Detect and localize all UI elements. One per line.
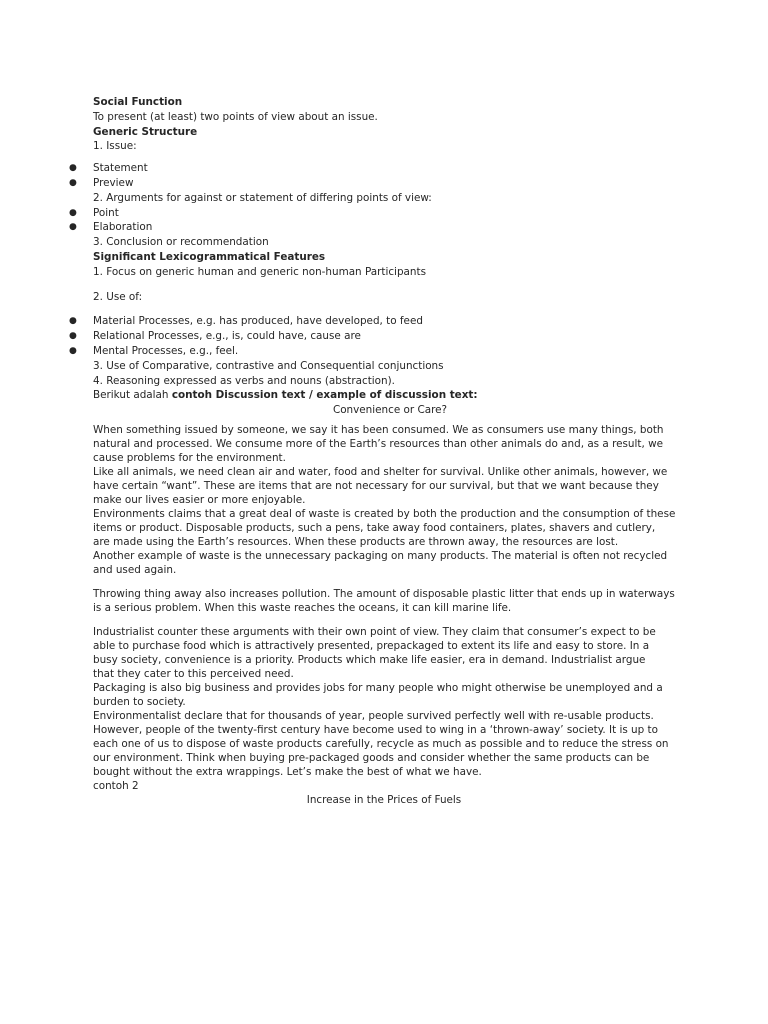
text-line: When something issued by someone, we say it has been consumed. We as consumers use many things, both (93, 423, 664, 436)
text-line: Environmentalist declare that for thousands of year, people survived perfectly well with re-usable products. (93, 709, 654, 722)
text-line: Environments claims that a great deal of waste is created by both the production and the consumption of these (93, 507, 676, 520)
text-line: contoh 2 (93, 779, 139, 792)
list-item (69, 176, 693, 191)
text-line: items or product. Disposable products, such a pens, take away food containers, plates, shavers and cutlery, (93, 521, 656, 534)
text-line: that they cater to this perceived need. (93, 667, 294, 680)
paragraph-3 (93, 625, 681, 793)
lexico-item-2: 2. Use of: (93, 290, 143, 303)
example-intro-plain: Berikut adalah (93, 389, 172, 402)
text-line: natural and processed. We consume more of the Earth’s resources than other animals do and, as a result, we (93, 437, 663, 450)
list-item (69, 206, 693, 221)
example2-title: Increase in the Prices of Fuels (306, 793, 462, 806)
text-line: Industrialist counter these arguments with their own point of view. They claim that consumer’s expect to be (93, 625, 656, 638)
text-line: Throwing thing away also increases pollution. The amount of disposable plastic litter that ends up in waterways (93, 587, 675, 600)
lexico-item-1: 1. Focus on generic human and generic non-human Participants (93, 265, 426, 278)
example-intro-bold: contoh Discussion text / example of discussion text: (171, 389, 478, 402)
issue-label: 1. Issue: (93, 140, 137, 153)
text-line: Another example of waste is the unnecessary packaging on many products. The material is often not recycled (93, 549, 668, 562)
text-line: is a serious problem. When this waste reaches the oceans, it can kill marine life. (93, 601, 512, 614)
paragraph-2 (93, 587, 681, 615)
bullet-icon: ● (69, 222, 77, 233)
list-item-label: Point (93, 206, 119, 219)
bullet-icon: ● (69, 345, 77, 356)
bullet-icon: ● (69, 331, 77, 342)
social-function-heading: Social Function (93, 96, 183, 108)
bullet-icon: ● (69, 316, 77, 327)
lexico-heading: Significant Lexicogrammatical Features (93, 250, 326, 263)
text-line: able to purchase food which is attractively presented, prepackaged to extent its life and easy to store. In a (93, 639, 650, 652)
text-line: and used again. (93, 563, 177, 576)
bullet-icon: ● (69, 163, 77, 174)
list-item (69, 161, 693, 176)
list-item-label: Material Processes, e.g. has produced, have developed, to feed (93, 315, 423, 328)
arguments-label: 2. Arguments for against or statement of differing points of view: (93, 191, 432, 204)
text-line: busy society, convenience is a priority. Products which make life easier, era in demand. Industrialist argue (93, 653, 646, 666)
list-item-label: Statement (93, 162, 148, 175)
list-item (69, 314, 693, 329)
list-item-label: Preview (93, 176, 134, 189)
paragraph-1 (93, 423, 681, 577)
list-item-label: Elaboration (93, 221, 153, 234)
example-title: Convenience or Care? (332, 404, 448, 417)
bullet-icon: ● (69, 177, 77, 188)
text-line: are made using the Earth’s resources. When these products are thrown away, the resources are lost. (93, 535, 619, 548)
text-line: make our lives easier or more enjoyable. (93, 493, 306, 506)
text-line: have certain “want”. These are items that are not necessary for our survival, but that we want because they (93, 479, 659, 492)
bullet-icon: ● (69, 207, 77, 218)
text-line: bought without the extra wrappings. Let’s make the best of what we have. (93, 765, 482, 778)
list-item-label: Mental Processes, e.g., feel. (93, 344, 239, 357)
text-line: Like all animals, we need clean air and water, food and shelter for survival. Unlike other animals, however, we (93, 465, 668, 478)
example-intro (93, 388, 693, 403)
text-line: our environment. Think when buying pre-packaged goods and consider whether the same products can be (93, 751, 650, 764)
list-item (69, 220, 693, 235)
lexico-item-3: 3. Use of Comparative, contrastive and Consequential conjunctions (93, 359, 444, 372)
list-item-label: Relational Processes, e.g., is, could have, cause are (93, 330, 361, 343)
social-function-text: To present (at least) two points of view about an issue. (93, 110, 378, 123)
document-page (69, 95, 693, 808)
text-line: Packaging is also big business and provides jobs for many people who might otherwise be unemployed and a (93, 681, 663, 694)
generic-structure-heading: Generic Structure (93, 125, 198, 138)
lexico-item-4: 4. Reasoning expressed as verbs and nouns (abstraction). (93, 374, 395, 387)
text-line: burden to society. (93, 695, 186, 708)
text-line: each one of us to dispose of waste products carefully, recycle as much as possible and to reduce the stress on (93, 737, 669, 750)
text-line: However, people of the twenty-first century have become used to wing in a ‘thrown-away’ society. It is up to (93, 723, 658, 736)
conclusion-label: 3. Conclusion or recommendation (93, 236, 269, 249)
list-item (69, 344, 693, 359)
list-item (69, 329, 693, 344)
text-line: cause problems for the environment. (93, 451, 286, 464)
